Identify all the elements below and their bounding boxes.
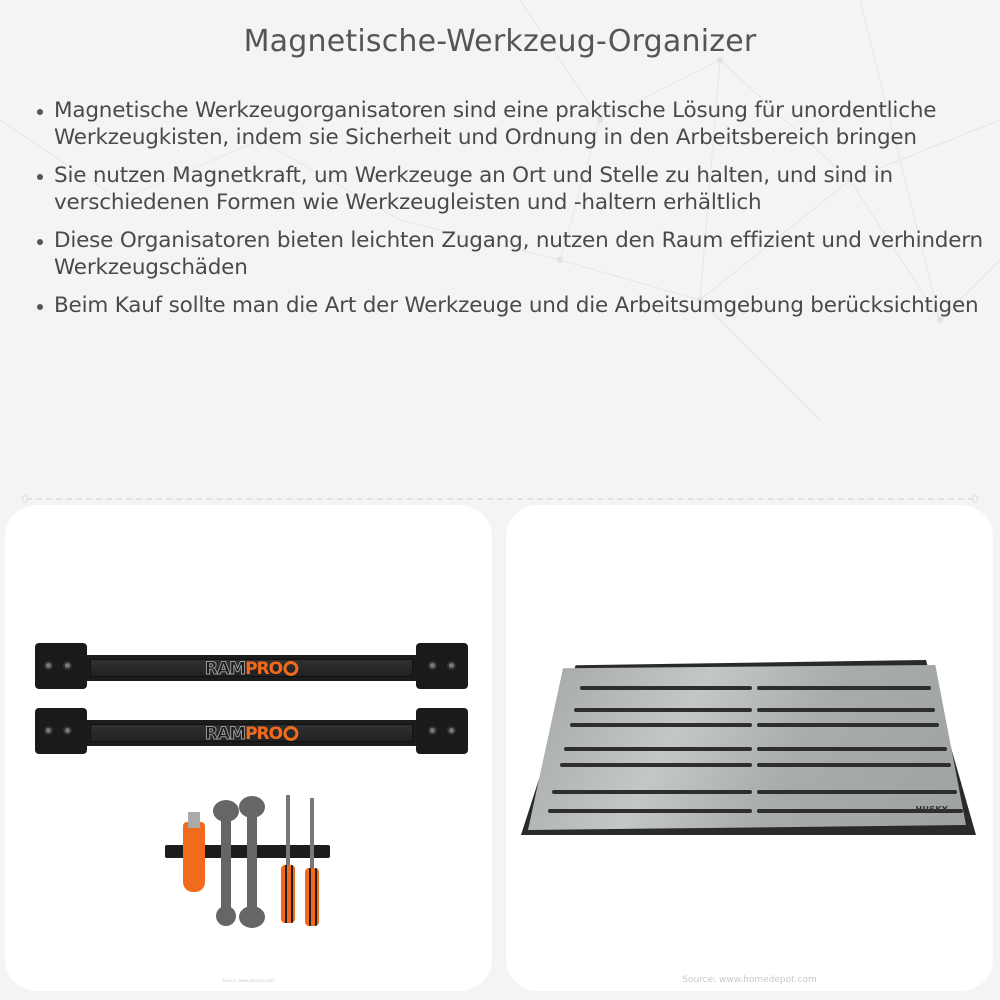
bullet-item: Beim Kauf sollte man die Art der Werkzeuge und die Arbeitsumgebung berücksichtigen [34, 293, 984, 320]
section-divider [26, 498, 974, 500]
bullet-dot-icon [37, 304, 43, 310]
wrench-icon [221, 808, 231, 918]
rampro-logo: RAMPRO [205, 724, 298, 744]
bullet-item: Magnetische Werkzeugorganisatoren sind eine praktische Lösung für unordentliche Werkzeugkisten, indem sie Sicherheit und Ordnung in den Arbeitsbereich bringen [34, 98, 984, 151]
image-source: Source: www.amazon.com [222, 978, 275, 983]
wrench-icon [247, 804, 257, 920]
tool-bar-with-tools-image [155, 790, 335, 920]
bullet-list [34, 98, 984, 332]
rampro-logo: RAMPRO [205, 659, 298, 679]
husky-logo: HUSKY [915, 805, 948, 814]
magnetic-bar-image [35, 708, 468, 754]
bullet-dot-icon [37, 174, 43, 180]
image-card-husky [506, 505, 993, 991]
bullet-dot-icon [37, 239, 43, 245]
image-source: Source: www.homedepot.com [682, 975, 817, 985]
bullet-item: Sie nutzen Magnetkraft, um Werkzeuge an Ort und Stelle zu halten, und sind in verschiedenen Formen wie Werkzeugleisten und -haltern erhältlich [34, 163, 984, 216]
utility-knife-icon [183, 822, 205, 892]
image-card-rampro [5, 505, 492, 991]
divider-end-icon [972, 495, 978, 503]
page-title: Magnetische-Werkzeug-Organizer [243, 24, 757, 59]
bullet-item: Diese Organisatoren bieten leichten Zugang, nutzen den Raum effizient und verhindern Werkzeugschäden [34, 228, 984, 281]
magnetic-bar-image [35, 643, 468, 689]
bullet-dot-icon [37, 109, 43, 115]
divider-end-icon [22, 495, 28, 503]
